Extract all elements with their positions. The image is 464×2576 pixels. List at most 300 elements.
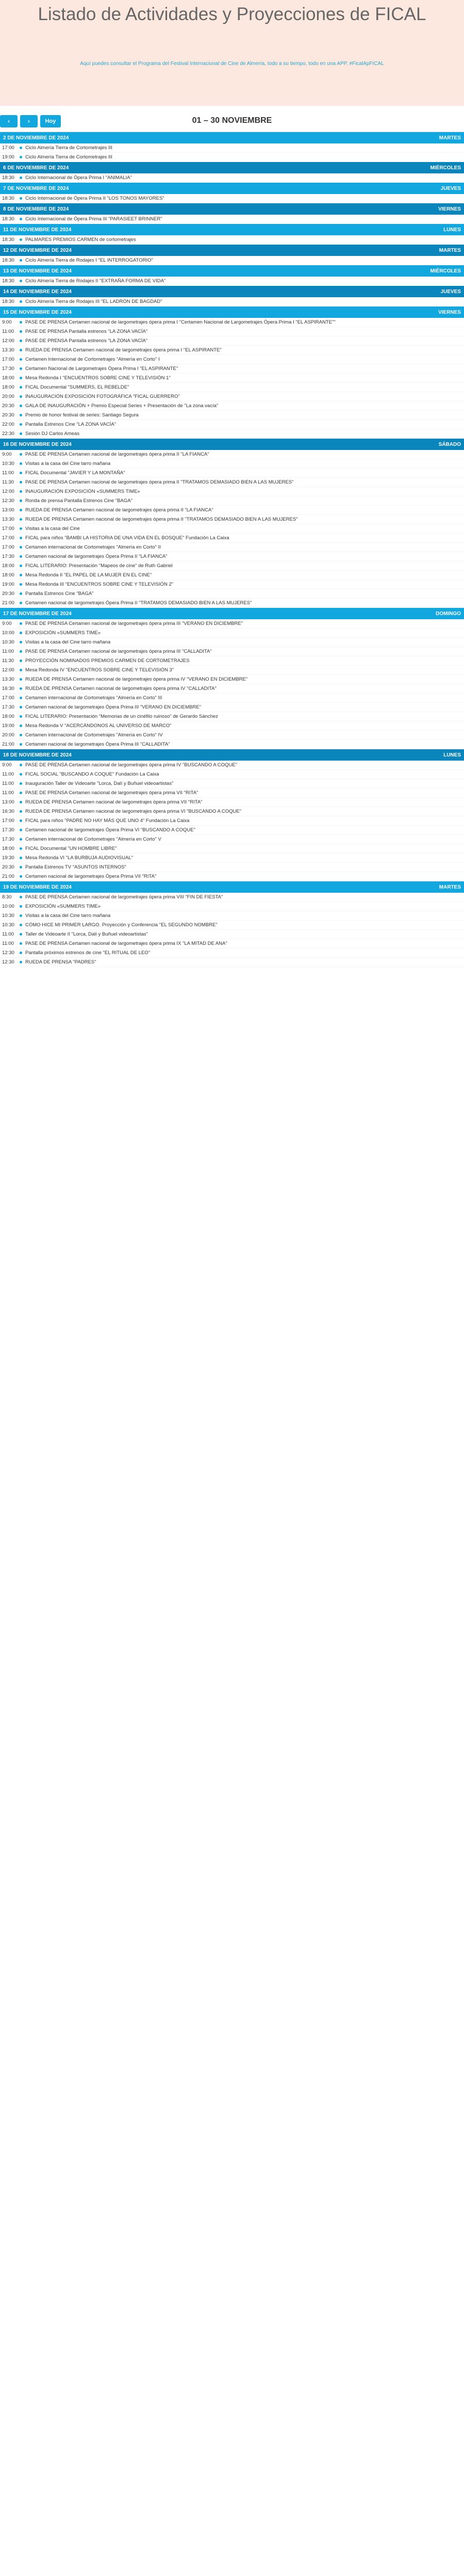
day-weekday: VIERNES (438, 206, 461, 212)
event-row[interactable] (0, 478, 464, 487)
event-time: 20:30 (2, 591, 14, 597)
event-row[interactable] (0, 675, 464, 684)
event-dot-icon (20, 678, 22, 681)
event-dot-icon (20, 340, 22, 342)
event-title: Mesa Redonda V "ACERCÁNDONOS AL UNIVERSO DE MARCO" (25, 723, 172, 729)
event-time: 10:30 (2, 922, 14, 928)
event-row[interactable] (0, 469, 464, 478)
event-time: 18:30 (2, 216, 14, 222)
event-row[interactable] (0, 401, 464, 411)
event-time: 21:00 (2, 874, 14, 879)
event-row[interactable] (0, 580, 464, 589)
event-dot-icon (20, 367, 22, 370)
event-time: 17:30 (2, 554, 14, 559)
event-row[interactable] (0, 930, 464, 939)
event-row[interactable] (0, 506, 464, 515)
day-header (0, 162, 464, 173)
event-dot-icon (20, 697, 22, 699)
event-dot-icon (20, 349, 22, 351)
event-title: PASE DE PRENSA Certamen nacional de largometrajes ópera prima VII "RITA" (25, 790, 198, 796)
event-row[interactable] (0, 327, 464, 336)
event-dot-icon (20, 933, 22, 936)
event-title: Certamen Nacional de Largometrajes Ópera Prima I "EL ASPIRANTE" (25, 366, 178, 372)
event-row[interactable] (0, 854, 464, 863)
event-dot-icon (20, 176, 22, 179)
event-dot-icon (20, 509, 22, 511)
event-row[interactable] (0, 297, 464, 307)
event-time: 17:00 (2, 526, 14, 532)
event-title: Ciclo Internacional de Ópera Prima II "LOS TONOS MAYORES" (25, 196, 164, 201)
event-time: 18:30 (2, 257, 14, 263)
event-dot-icon (20, 156, 22, 158)
event-dot-icon (20, 782, 22, 785)
day-header (0, 132, 464, 143)
event-row[interactable] (0, 143, 464, 153)
event-time: 10:30 (2, 461, 14, 466)
event-row[interactable] (0, 761, 464, 770)
event-row[interactable] (0, 346, 464, 355)
event-dot-icon (20, 650, 22, 653)
event-row[interactable] (0, 721, 464, 731)
event-row[interactable] (0, 318, 464, 327)
event-time: 20:00 (2, 394, 14, 399)
event-row[interactable] (0, 496, 464, 506)
event-time: 19:00 (2, 723, 14, 729)
event-time: 20:30 (2, 864, 14, 870)
event-row[interactable] (0, 450, 464, 459)
today-button[interactable]: Hoy (40, 115, 61, 127)
event-dot-icon (20, 764, 22, 766)
event-row[interactable] (0, 589, 464, 599)
event-row[interactable] (0, 215, 464, 224)
event-dot-icon (20, 896, 22, 898)
event-time: 11:00 (2, 649, 14, 654)
event-title: EXPOSICIÓN «SUMMERS TIME» (25, 630, 101, 636)
day-weekday: MIÉRCOLES (430, 165, 461, 171)
day-header (0, 439, 464, 450)
event-time: 17:30 (2, 836, 14, 842)
event-title: RUEDA DE PRENSA Certamen nacional de largometrajes ópera prima VII "RITA" (25, 799, 203, 805)
event-title: FICAL LITERARIO: Presentación "Memorias de un cinéfilo ruinoso" de Gerardo Sánchez (25, 714, 218, 719)
event-title: Ciclo Internacional de Ópera Prima I "ANIMALIA" (25, 175, 132, 181)
event-title: Visitas a la casa del Cine (25, 526, 80, 532)
event-dot-icon (20, 218, 22, 220)
day-date: 8 DE NOVIEMBRE DE 2024 (3, 206, 69, 212)
event-dot-icon (20, 914, 22, 917)
event-dot-icon (20, 300, 22, 303)
event-title: Visitas a la casa del Cine tarro mañana (25, 461, 111, 466)
event-row[interactable] (0, 235, 464, 245)
event-time: 11:00 (2, 790, 14, 796)
day-header (0, 608, 464, 619)
event-dot-icon (20, 238, 22, 241)
event-time: 11:00 (2, 931, 14, 937)
event-row[interactable] (0, 619, 464, 629)
day-weekday: JUEVES (440, 288, 461, 295)
event-row[interactable] (0, 893, 464, 902)
event-row[interactable] (0, 561, 464, 571)
event-dot-icon (20, 952, 22, 954)
day-date: 2 DE NOVIEMBRE DE 2024 (3, 135, 69, 141)
event-dot-icon (20, 395, 22, 398)
event-row[interactable] (0, 487, 464, 496)
event-time: 9:00 (2, 319, 12, 325)
event-title: FICAL para niños "BAMBI LA HISTORIA DE UNA VIDA EN EL BOSQUE" Fundación La Caixa (25, 535, 229, 541)
event-title: Taller de Videoarte II "Lorca, Dalí y Buñuel videoartistas" (25, 931, 148, 937)
event-title: Mesa Redonda I "ENCUENTROS SOBRE CINE Y TELEVISIÓN 1" (25, 375, 171, 381)
day-weekday: VIERNES (438, 309, 461, 315)
event-dot-icon (20, 715, 22, 718)
event-time: 16:30 (2, 809, 14, 814)
event-row[interactable] (0, 863, 464, 872)
event-time: 17:00 (2, 357, 14, 362)
day-header (0, 307, 464, 318)
event-dot-icon (20, 565, 22, 567)
event-time: 17:00 (2, 544, 14, 550)
event-dot-icon (20, 197, 22, 200)
event-dot-icon (20, 773, 22, 776)
event-time: 20:30 (2, 403, 14, 409)
event-row[interactable] (0, 629, 464, 638)
event-time: 10:30 (2, 913, 14, 919)
day-header (0, 245, 464, 256)
event-row[interactable] (0, 948, 464, 958)
event-row[interactable] (0, 256, 464, 265)
event-time: 21:00 (2, 600, 14, 606)
event-title: Mesa Redonda III "ENCUENTROS SOBRE CINE Y TELEVISIÓN 2" (25, 582, 174, 587)
event-row[interactable] (0, 524, 464, 534)
event-title: INAUGURACIÓN EXPOSICIÓN «SUMMERS TIME» (25, 489, 140, 494)
day-date: 18 DE NOVIEMBRE DE 2024 (3, 752, 72, 758)
event-dot-icon (20, 857, 22, 859)
event-title: Certamen nacional de largometrajes Ópera Prima III "VERANO EN DICIEMBRE" (25, 704, 201, 710)
page-title: Listado de Actividades y Proyecciones de FICAL (38, 4, 426, 24)
event-title: RUEDA DE PRENSA Certamen nacional de largometrajes ópera prima IV "CALLADITA" (25, 686, 217, 691)
event-time: 13:30 (2, 347, 14, 353)
event-dot-icon (20, 942, 22, 945)
event-time: 12:00 (2, 489, 14, 494)
event-dot-icon (20, 622, 22, 625)
event-time: 9:00 (2, 762, 12, 768)
event-row[interactable] (0, 835, 464, 844)
event-row[interactable] (0, 694, 464, 703)
event-time: 11:00 (2, 771, 14, 777)
event-row[interactable] (0, 731, 464, 740)
event-title: Certamen nacional de largometrajes Ópera Prima II "LA FIANCA" (25, 554, 168, 559)
event-row[interactable] (0, 153, 464, 162)
day-header (0, 265, 464, 277)
event-time: 11:00 (2, 941, 14, 946)
event-time: 13:30 (2, 517, 14, 522)
event-dot-icon (20, 743, 22, 746)
day-date: 11 DE NOVIEMBRE DE 2024 (3, 227, 72, 233)
event-row[interactable] (0, 740, 464, 749)
event-time: 12:30 (2, 498, 14, 504)
event-time: 17:30 (2, 704, 14, 710)
event-time: 18:30 (2, 175, 14, 181)
event-title: PASE DE PRENSA Pantalla estrenos "LA ZONA VACÍA" (25, 338, 148, 344)
event-title: Mesa Redonda IV "ENCUENTROS SOBRE CINE Y TELEVISIÓN 3" (25, 667, 174, 673)
event-title: PASE DE PRENSA Certamen nacional de largometrajes ópera prima II "LA FIANCA" (25, 452, 209, 457)
event-dot-icon (20, 838, 22, 841)
event-title: PASE DE PRENSA Pantalla estrenos "LA ZONA VACÍA" (25, 329, 148, 334)
event-title: Certamen Internacional de Cortometrajes "Almería en Corto" I (25, 357, 160, 362)
event-time: 18:00 (2, 375, 14, 381)
event-time: 11:00 (2, 470, 14, 476)
event-row[interactable] (0, 411, 464, 420)
event-title: PROYECCIÓN NOMINADOS PREMIOS CARMEN DE CORTOMETRAJES (25, 658, 190, 664)
event-row[interactable] (0, 392, 464, 401)
event-time: 8:30 (2, 894, 12, 900)
event-title: Certamen internacional de Cortometrajes "Almería en Corto" II (25, 544, 161, 550)
event-dot-icon (20, 574, 22, 576)
day-weekday: MARTES (439, 884, 461, 890)
date-range-label: 01 – 30 NOVIEMBRE (192, 116, 272, 125)
event-time: 17:30 (2, 827, 14, 833)
event-dot-icon (20, 641, 22, 643)
event-dot-icon (20, 706, 22, 709)
event-row[interactable] (0, 599, 464, 608)
event-title: RUEDA DE PRENSA Certamen nacional de largometrajes ópera prima VI "BUSCANDO A COQUE" (25, 809, 242, 814)
event-dot-icon (20, 725, 22, 727)
event-time: 22:00 (2, 422, 14, 427)
event-title: GALA DE INAUGURACIÓN + Premio Especial Series + Presentación de "La zona vacía" (25, 403, 219, 409)
event-title: Certamen internacional de Cortometrajes "Almería en Corto" V (25, 836, 161, 842)
day-date: 19 DE NOVIEMBRE DE 2024 (3, 884, 72, 890)
event-title: Inauguración Taller de Videoarte "Lorca, Dalí y Buñuel videoartistas" (25, 781, 174, 786)
event-row[interactable] (0, 534, 464, 543)
event-title: Mesa Redonda VI "LA BURBUJA AUDIOVISUAL" (25, 855, 133, 861)
event-dot-icon (20, 386, 22, 389)
event-time: 21:00 (2, 742, 14, 747)
event-time: 17:30 (2, 366, 14, 372)
event-row[interactable] (0, 194, 464, 203)
event-time: 10:00 (2, 904, 14, 909)
event-title: Pantalla Estrenos Cine "BAGA" (25, 591, 94, 597)
event-title: Ciclo Almería Tierra de Cortometrajes III (25, 145, 112, 151)
event-title: PASE DE PRENSA Certamen nacional de largometrajes ópera prima III "VERANO EN DICIEMBRE" (25, 621, 243, 626)
event-title: EXPOSICIÓN «SUMMERS TIME» (25, 904, 101, 909)
event-dot-icon (20, 819, 22, 822)
event-time: 19:00 (2, 154, 14, 160)
event-row[interactable] (0, 374, 464, 383)
event-row[interactable] (0, 552, 464, 561)
event-title: FICAL LITERARIO: Presentación "Mapeos de cine" de Ruth Gabriel (25, 563, 173, 569)
event-dot-icon (20, 583, 22, 586)
day-header (0, 183, 464, 194)
event-dot-icon (20, 875, 22, 878)
event-row[interactable] (0, 355, 464, 364)
event-title: Certamen nacional de largometrajes Ópera Prima VII "RITA" (25, 874, 157, 879)
event-title: Ciclo Almería Tierra de Rodajes I "EL INTERROGATORIO" (25, 257, 153, 263)
event-time: 17:00 (2, 145, 14, 151)
event-time: 9:00 (2, 452, 12, 457)
event-row[interactable] (0, 872, 464, 881)
day-weekday: MARTES (439, 135, 461, 141)
event-time: 9:00 (2, 621, 12, 626)
event-time: 11:00 (2, 329, 14, 334)
event-title: Visitas a la casa del Cine tarro mañana (25, 639, 111, 645)
event-dot-icon (20, 847, 22, 850)
event-row[interactable] (0, 770, 464, 779)
event-title: Ciclo Almería Tierra de Rodajes III "EL LADRÓN DE BAGDAD" (25, 299, 162, 304)
event-time: 18:30 (2, 278, 14, 284)
event-row[interactable] (0, 844, 464, 854)
event-dot-icon (20, 358, 22, 361)
event-time: 12:00 (2, 667, 14, 673)
event-title: Ronda de prensa Pantalla Estrenos Cine "BAGA" (25, 498, 132, 504)
event-time: 13:00 (2, 507, 14, 513)
event-row[interactable] (0, 798, 464, 807)
event-row[interactable] (0, 571, 464, 580)
event-title: PASE DE PRENSA Certamen nacional de largometrajes ópera prima IX "LA MITAD DE ANA" (25, 941, 227, 946)
event-dot-icon (20, 500, 22, 502)
event-row[interactable] (0, 459, 464, 469)
event-row[interactable] (0, 816, 464, 826)
event-title: PASE DE PRENSA Certamen nacional de largometrajes ópera prima VIII "FIN DE FIESTA" (25, 894, 223, 900)
intro-text: Aquí puedes consultar el Programa del Festival Internacional de Cine de Almería, todo a su tiempo, todo en una APP. #FicalApFICAL (80, 61, 384, 67)
event-row[interactable] (0, 656, 464, 666)
event-title: FICAL SOCIAL "BUSCANDO A COQUE" Fundación La Caixa (25, 771, 159, 777)
event-time: 16:30 (2, 686, 14, 691)
event-time: 11:30 (2, 479, 14, 485)
event-dot-icon (20, 321, 22, 324)
event-title: Certamen nacional de largometrajes Ópera Prima II "TRATAMOS DEMASIADO BIEN A LAS MUJERES" (25, 600, 252, 606)
event-time: 17:00 (2, 535, 14, 541)
event-title: Ciclo Internacional de Ópera Prima III "PARASIEET BRINNER" (25, 216, 162, 222)
event-row[interactable] (0, 788, 464, 798)
event-dot-icon (20, 147, 22, 149)
event-title: CÓMO HICE MI PRIMER LARGO. Proyección y Conferencia "EL SEGUNDO NOMBRE" (25, 922, 218, 928)
event-dot-icon (20, 866, 22, 868)
day-date: 12 DE NOVIEMBRE DE 2024 (3, 247, 72, 253)
event-time: 19:30 (2, 855, 14, 861)
day-weekday: DOMINGO (436, 610, 461, 617)
event-row[interactable] (0, 638, 464, 647)
day-weekday: MARTES (439, 247, 461, 253)
event-time: 18:00 (2, 384, 14, 390)
event-title: Pantalla Estrenos TV "ASUNTOS INTERNOS" (25, 864, 126, 870)
event-dot-icon (20, 280, 22, 282)
event-row[interactable] (0, 779, 464, 788)
day-date: 17 DE NOVIEMBRE DE 2024 (3, 610, 72, 617)
event-title: Certamen internacional de Cortometrajes "Almería en Corto" III (25, 695, 162, 701)
event-title: Certamen nacional de largometrajes Ópera Prima VI "BUSCANDO A COQUE" (25, 827, 195, 833)
event-dot-icon (20, 432, 22, 435)
event-row[interactable] (0, 647, 464, 656)
event-dot-icon (20, 481, 22, 484)
event-row[interactable] (0, 958, 464, 967)
event-dot-icon (20, 259, 22, 262)
event-row[interactable] (0, 807, 464, 816)
event-title: Mesa Redonda II "EL PAPEL DE LA MUJER EN EL CINE" (25, 572, 152, 578)
event-time: 10:00 (2, 630, 14, 636)
event-title: FICAL para niños "PADRE NO HAY MÁS QUE UNO 4" Fundación La Caixa (25, 818, 190, 824)
day-date: 14 DE NOVIEMBRE DE 2024 (3, 288, 72, 295)
event-dot-icon (20, 423, 22, 426)
event-dot-icon (20, 829, 22, 831)
event-time: 19:00 (2, 582, 14, 587)
event-row[interactable] (0, 336, 464, 346)
event-dot-icon (20, 792, 22, 794)
event-row[interactable] (0, 173, 464, 183)
event-row[interactable] (0, 383, 464, 392)
event-row[interactable] (0, 939, 464, 948)
event-row[interactable] (0, 364, 464, 374)
event-title: Visitas a la casa del Cine tarro mañana (25, 913, 111, 919)
event-title: Ciclo Almería Tierra de Rodajes II "EXTRAÑA FORMA DE VIDA" (25, 278, 166, 284)
event-row[interactable] (0, 684, 464, 694)
event-time: 18:30 (2, 196, 14, 201)
event-dot-icon (20, 405, 22, 407)
event-title: PASE DE PRENSA Certamen nacional de largometrajes ópera prima III "CALLADITA" (25, 649, 212, 654)
event-title: FICAL Documental "JAVIER Y LA MONTAÑA" (25, 470, 125, 476)
next-button[interactable]: › (20, 115, 38, 127)
event-dot-icon (20, 801, 22, 803)
day-header (0, 224, 464, 235)
day-weekday: MIÉRCOLES (430, 268, 461, 274)
event-title: FICAL Documental "SUMMERS, EL REBELDE" (25, 384, 129, 390)
event-row[interactable] (0, 420, 464, 429)
event-row[interactable] (0, 712, 464, 721)
event-title: FICAL Documental "UN HOMBRE LIBRE" (25, 846, 117, 851)
prev-button[interactable]: ‹ (0, 115, 18, 127)
event-dot-icon (20, 961, 22, 963)
event-dot-icon (20, 472, 22, 474)
event-row[interactable] (0, 826, 464, 835)
event-row[interactable] (0, 543, 464, 552)
event-title: RUEDA DE PRENSA Certamen nacional de largometrajes ópera prima I "EL ASPIRANTE" (25, 347, 222, 353)
event-dot-icon (20, 669, 22, 671)
event-row[interactable] (0, 277, 464, 286)
event-time: 10:30 (2, 639, 14, 645)
event-dot-icon (20, 734, 22, 736)
event-time: 17:00 (2, 818, 14, 824)
event-time: 18:00 (2, 572, 14, 578)
event-time: 20:00 (2, 732, 14, 738)
event-row[interactable] (0, 515, 464, 524)
event-time: 18:00 (2, 714, 14, 719)
page-header (0, 0, 464, 106)
day-date: 15 DE NOVIEMBRE DE 2024 (3, 309, 72, 315)
event-dot-icon (20, 462, 22, 465)
event-title: RUEDA DE PRENSA Certamen nacional de largometrajes ópera prima IV "VERANO EN DICIEMBRE" (25, 677, 248, 682)
event-dot-icon (20, 330, 22, 333)
event-title: Sesión DJ Carlos Ameas (25, 431, 80, 437)
event-title: RUEDA DE PRENSA "PADRES" (25, 959, 96, 965)
event-row[interactable] (0, 911, 464, 921)
event-dot-icon (20, 546, 22, 549)
event-dot-icon (20, 453, 22, 456)
day-date: 16 DE NOVIEMBRE DE 2024 (3, 441, 72, 447)
event-row[interactable] (0, 666, 464, 675)
day-date: 6 DE NOVIEMBRE DE 2024 (3, 165, 69, 171)
event-dot-icon (20, 527, 22, 530)
event-row[interactable] (0, 429, 464, 439)
event-dot-icon (20, 687, 22, 690)
event-row[interactable] (0, 921, 464, 930)
event-time: 12:00 (2, 338, 14, 344)
event-time: 18:30 (2, 299, 14, 304)
event-dot-icon (20, 414, 22, 416)
event-dot-icon (20, 602, 22, 604)
calendar-toolbar (0, 111, 464, 132)
day-date: 7 DE NOVIEMBRE DE 2024 (3, 185, 69, 191)
event-row[interactable] (0, 902, 464, 911)
event-time: 12:30 (2, 959, 14, 965)
event-row[interactable] (0, 703, 464, 712)
event-title: Certamen internacional de Cortometrajes "Almería en Corto" IV (25, 732, 163, 738)
